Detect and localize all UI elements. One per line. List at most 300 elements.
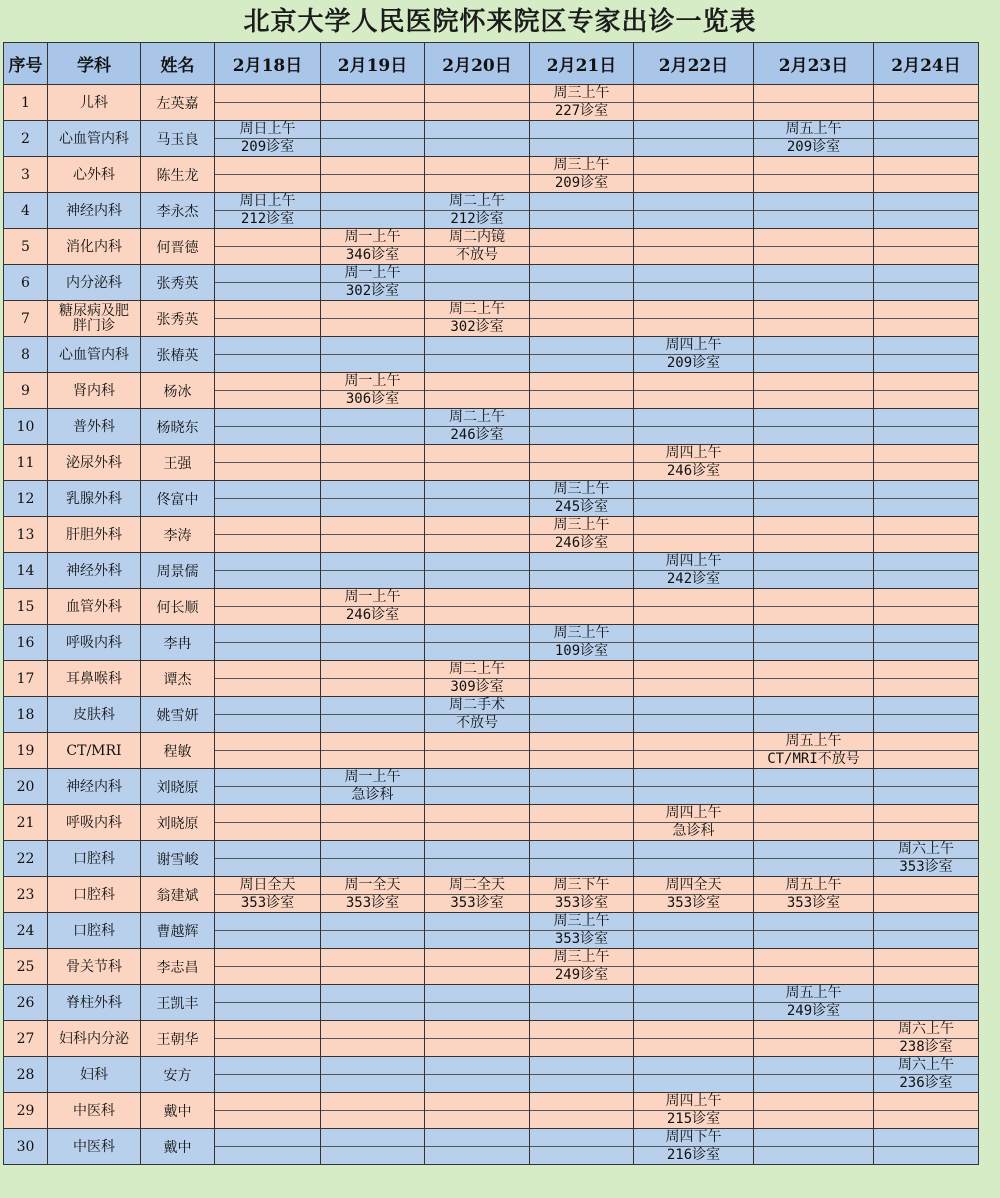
schedule-slot <box>874 481 979 517</box>
slot-room <box>425 751 529 768</box>
schedule-slot <box>634 301 754 337</box>
slot-room <box>874 427 978 444</box>
slot-room <box>634 679 753 696</box>
slot-session: 周五上午 <box>754 733 873 751</box>
department-cell <box>48 553 141 589</box>
schedule-slot <box>874 301 979 337</box>
slot-room <box>754 571 873 588</box>
slot-room <box>321 1075 424 1092</box>
slot-room <box>321 319 424 336</box>
slot-room <box>321 931 424 948</box>
schedule-slot <box>425 1093 530 1129</box>
schedule-slot <box>530 733 634 769</box>
schedule-slot <box>634 517 754 553</box>
schedule-slot <box>425 121 530 157</box>
department-label: 脊柱外科 <box>66 994 122 1011</box>
slot-room <box>321 535 424 552</box>
slot-room: 353诊室 <box>554 895 609 911</box>
col-header-date-2: 2月19日 <box>321 43 425 85</box>
schedule-slot <box>321 121 425 157</box>
slot-session <box>215 409 320 427</box>
row-number: 12 <box>4 481 48 517</box>
slot-room <box>754 679 873 696</box>
schedule-slot <box>425 913 530 949</box>
schedule-slot <box>634 733 754 769</box>
slot-room <box>874 751 978 768</box>
col-header-date-5: 2月22日 <box>634 43 754 85</box>
schedule-slot <box>530 481 634 517</box>
table-row <box>4 733 979 769</box>
schedule-slot <box>874 805 979 841</box>
schedule-slot <box>754 697 874 733</box>
slot-room <box>874 1147 978 1164</box>
slot-room <box>215 931 320 948</box>
schedule-slot <box>215 229 321 265</box>
slot-room <box>634 211 753 228</box>
slot-session <box>215 841 320 859</box>
schedule-slot <box>874 589 979 625</box>
schedule-slot <box>215 1129 321 1165</box>
slot-room <box>530 1039 633 1056</box>
schedule-slot <box>530 769 634 805</box>
slot-session: 周三上午 <box>530 913 633 931</box>
schedule-slot <box>215 481 321 517</box>
slot-session <box>874 589 978 607</box>
schedule-slot <box>634 1057 754 1093</box>
schedule-slot <box>530 121 634 157</box>
slot-room <box>754 247 873 264</box>
slot-session <box>215 481 320 499</box>
row-number: 29 <box>4 1093 48 1129</box>
slot-room <box>754 787 873 804</box>
slot-room <box>215 1039 320 1056</box>
slot-room <box>215 571 320 588</box>
slot-room: 242诊室 <box>666 571 721 587</box>
department-label: 中医科 <box>73 1102 115 1119</box>
table-row <box>4 589 979 625</box>
schedule-slot <box>321 481 425 517</box>
slot-room <box>754 535 873 552</box>
schedule-slot <box>754 121 874 157</box>
department-cell <box>48 85 141 121</box>
schedule-slot <box>634 409 754 445</box>
header-row <box>4 43 979 85</box>
schedule-slot <box>634 841 754 877</box>
schedule-slot <box>321 661 425 697</box>
row-number: 9 <box>4 373 48 409</box>
slot-room <box>874 499 978 516</box>
slot-room <box>634 391 753 408</box>
slot-session <box>215 625 320 643</box>
slot-room <box>530 823 633 840</box>
schedule-slot <box>530 373 634 409</box>
slot-session <box>425 1057 529 1075</box>
doctor-name: 佟富中 <box>141 481 215 517</box>
slot-session <box>215 337 320 355</box>
slot-room <box>215 679 320 696</box>
table-row <box>4 877 979 913</box>
schedule-slot <box>530 517 634 553</box>
slot-room <box>530 427 633 444</box>
slot-room <box>754 211 873 228</box>
schedule-slot <box>874 337 979 373</box>
schedule-slot <box>754 337 874 373</box>
slot-room <box>425 1039 529 1056</box>
slot-room <box>321 751 424 768</box>
department-cell <box>48 301 141 337</box>
schedule-slot <box>634 337 754 373</box>
table-row <box>4 661 979 697</box>
slot-session: 周一上午 <box>321 589 424 607</box>
schedule-slot <box>530 193 634 229</box>
schedule-slot <box>634 913 754 949</box>
slot-room <box>754 859 873 876</box>
schedule-slot <box>634 949 754 985</box>
slot-session <box>530 445 633 463</box>
row-number: 18 <box>4 697 48 733</box>
slot-session <box>215 913 320 931</box>
slot-session <box>215 85 320 103</box>
slot-session <box>425 157 529 175</box>
slot-room <box>321 859 424 876</box>
department-label: 心外科 <box>73 166 115 183</box>
schedule-slot <box>874 733 979 769</box>
slot-session <box>874 1093 978 1111</box>
slot-room <box>634 931 753 948</box>
schedule-slot <box>425 265 530 301</box>
slot-room <box>634 1003 753 1020</box>
slot-session: 周日上午 <box>215 193 320 211</box>
schedule-slot <box>874 877 979 913</box>
schedule-slot <box>634 553 754 589</box>
slot-room <box>425 931 529 948</box>
row-number: 8 <box>4 337 48 373</box>
schedule-slot <box>321 949 425 985</box>
slot-session <box>530 697 633 715</box>
doctor-name: 周景儒 <box>141 553 215 589</box>
slot-session <box>321 301 424 319</box>
slot-session <box>754 1057 873 1075</box>
slot-room <box>425 859 529 876</box>
slot-session <box>530 733 633 751</box>
slot-room: 209诊室 <box>554 175 609 191</box>
slot-room <box>874 1003 978 1020</box>
slot-session: 周四上午 <box>634 337 753 355</box>
schedule-slot <box>634 769 754 805</box>
slot-session <box>874 1129 978 1147</box>
slot-room <box>530 1111 633 1128</box>
department-label: 妇科 <box>80 1066 108 1083</box>
slot-room <box>874 715 978 732</box>
slot-session <box>530 769 633 787</box>
row-number: 7 <box>4 301 48 337</box>
slot-room <box>874 355 978 372</box>
slot-room: 353诊室 <box>345 895 400 911</box>
schedule-slot <box>754 661 874 697</box>
schedule-slot <box>754 229 874 265</box>
schedule-slot <box>754 193 874 229</box>
schedule-slot <box>321 85 425 121</box>
schedule-slot <box>425 949 530 985</box>
schedule-slot <box>874 661 979 697</box>
slot-session <box>634 589 753 607</box>
row-number: 28 <box>4 1057 48 1093</box>
slot-session <box>874 769 978 787</box>
table-row <box>4 337 979 373</box>
table-row <box>4 1093 979 1129</box>
slot-room: 309诊室 <box>450 679 504 695</box>
slot-room <box>215 859 320 876</box>
schedule-slot <box>215 373 321 409</box>
schedule-slot <box>321 769 425 805</box>
schedule-slot <box>754 1021 874 1057</box>
slot-session <box>874 85 978 103</box>
doctor-name: 程敏 <box>141 733 215 769</box>
table-row <box>4 625 979 661</box>
slot-room <box>530 139 633 156</box>
slot-session <box>425 373 529 391</box>
slot-room <box>425 607 529 624</box>
slot-room: 209诊室 <box>786 139 841 155</box>
slot-room <box>634 247 753 264</box>
department-label: 糖尿病及肥胖门诊 <box>59 302 129 334</box>
slot-room <box>634 1075 753 1092</box>
schedule-slot <box>530 229 634 265</box>
slot-room <box>634 967 753 984</box>
department-cell <box>48 193 141 229</box>
schedule-slot <box>874 1057 979 1093</box>
slot-session: 周二上午 <box>425 661 529 679</box>
slot-session <box>874 409 978 427</box>
department-label: 神经内科 <box>66 202 122 219</box>
schedule-slot <box>634 193 754 229</box>
slot-room: 249诊室 <box>554 967 609 983</box>
schedule-slot <box>874 1021 979 1057</box>
schedule-slot <box>530 877 634 913</box>
schedule-slot <box>321 409 425 445</box>
schedule-slot <box>425 85 530 121</box>
slot-room <box>530 283 633 300</box>
schedule-slot <box>321 877 425 913</box>
schedule-slot <box>321 1021 425 1057</box>
slot-room <box>215 715 320 732</box>
schedule-slot <box>530 589 634 625</box>
row-number: 3 <box>4 157 48 193</box>
slot-room <box>530 391 633 408</box>
slot-room: 353诊室 <box>554 931 609 947</box>
slot-room <box>634 535 753 552</box>
slot-session <box>754 841 873 859</box>
slot-room: 302诊室 <box>450 319 504 335</box>
slot-session <box>425 337 529 355</box>
schedule-slot <box>634 589 754 625</box>
slot-session <box>754 949 873 967</box>
table-row <box>4 1057 979 1093</box>
slot-session <box>874 301 978 319</box>
slot-room <box>634 283 753 300</box>
slot-session <box>215 1021 320 1039</box>
col-header-date-3: 2月20日 <box>425 43 530 85</box>
slot-session <box>425 445 529 463</box>
schedule-slot <box>874 409 979 445</box>
slot-session <box>321 949 424 967</box>
slot-session: 周一上午 <box>321 769 424 787</box>
row-number: 13 <box>4 517 48 553</box>
slot-room <box>425 787 529 804</box>
department-label: 乳腺外科 <box>66 490 122 507</box>
slot-room <box>754 103 873 120</box>
slot-room <box>215 1075 320 1092</box>
slot-session <box>425 985 529 1003</box>
schedule-slot <box>634 1129 754 1165</box>
slot-session <box>215 985 320 1003</box>
department-cell <box>48 733 141 769</box>
schedule-slot <box>321 985 425 1021</box>
slot-room <box>634 607 753 624</box>
schedule-slot <box>874 265 979 301</box>
slot-room <box>874 103 978 120</box>
slot-session <box>425 553 529 571</box>
slot-session <box>425 517 529 535</box>
schedule-slot <box>874 625 979 661</box>
schedule-slot <box>215 553 321 589</box>
slot-room <box>634 1039 753 1056</box>
schedule-slot <box>321 373 425 409</box>
schedule-slot <box>215 697 321 733</box>
slot-room <box>754 1111 873 1128</box>
schedule-slot <box>215 913 321 949</box>
slot-room <box>754 1039 873 1056</box>
slot-session <box>754 445 873 463</box>
schedule-slot <box>754 589 874 625</box>
department-label: 泌尿外科 <box>66 454 122 471</box>
slot-room <box>754 643 873 660</box>
slot-session <box>754 301 873 319</box>
slot-room <box>321 715 424 732</box>
slot-session <box>215 265 320 283</box>
department-label: 皮肤科 <box>73 706 115 723</box>
slot-room: 236诊室 <box>899 1075 953 1091</box>
slot-session <box>321 1057 424 1075</box>
department-label: 口腔科 <box>73 850 115 867</box>
slot-session <box>425 805 529 823</box>
slot-room <box>215 967 320 984</box>
slot-session <box>425 769 529 787</box>
row-number: 26 <box>4 985 48 1021</box>
schedule-slot <box>321 1093 425 1129</box>
schedule-slot <box>874 1093 979 1129</box>
schedule-slot <box>215 193 321 229</box>
slot-session <box>425 625 529 643</box>
slot-room <box>530 1147 633 1164</box>
schedule-slot <box>425 157 530 193</box>
slot-room: CT/MRI不放号 <box>767 751 860 767</box>
slot-session <box>530 553 633 571</box>
slot-session <box>530 1093 633 1111</box>
schedule-slot <box>874 445 979 481</box>
slot-room <box>874 787 978 804</box>
slot-room: 238诊室 <box>899 1039 953 1055</box>
slot-room <box>874 931 978 948</box>
slot-room <box>425 499 529 516</box>
table-body <box>4 85 979 1165</box>
department-label: 口腔科 <box>73 886 115 903</box>
schedule-slot <box>530 1021 634 1057</box>
slot-room <box>425 1003 529 1020</box>
slot-room <box>425 1075 529 1092</box>
department-label: 口腔科 <box>73 922 115 939</box>
slot-room <box>754 1075 873 1092</box>
schedule-slot <box>215 517 321 553</box>
col-header-date-1: 2月18日 <box>215 43 321 85</box>
slot-room <box>530 463 633 480</box>
department-cell <box>48 661 141 697</box>
schedule-slot <box>754 805 874 841</box>
doctor-name: 左英嘉 <box>141 85 215 121</box>
schedule-slot <box>321 517 425 553</box>
slot-room <box>530 1003 633 1020</box>
slot-room <box>754 607 873 624</box>
schedule-slot <box>530 157 634 193</box>
slot-session: 周三上午 <box>530 85 633 103</box>
slot-session <box>874 517 978 535</box>
slot-room <box>321 1111 424 1128</box>
doctor-name: 刘晓原 <box>141 769 215 805</box>
department-label: 骨关节科 <box>66 958 122 975</box>
slot-session: 周四下午 <box>634 1129 753 1147</box>
slot-session <box>634 697 753 715</box>
slot-session <box>215 805 320 823</box>
slot-room <box>321 139 424 156</box>
slot-session <box>634 985 753 1003</box>
slot-room: 215诊室 <box>666 1111 721 1127</box>
slot-room <box>754 715 873 732</box>
schedule-slot <box>874 229 979 265</box>
schedule-slot <box>874 1129 979 1165</box>
department-cell <box>48 409 141 445</box>
slot-room <box>321 175 424 192</box>
slot-session <box>754 193 873 211</box>
department-label: CT/MRI <box>66 742 122 759</box>
slot-session <box>321 913 424 931</box>
schedule-slot <box>215 1021 321 1057</box>
slot-session <box>321 337 424 355</box>
slot-session <box>754 337 873 355</box>
schedule-slot <box>215 625 321 661</box>
schedule-slot <box>321 841 425 877</box>
slot-session: 周四上午 <box>634 445 753 463</box>
slot-room <box>215 463 320 480</box>
slot-room <box>321 463 424 480</box>
slot-room: 306诊室 <box>345 391 400 407</box>
slot-room: 急诊科 <box>351 787 394 803</box>
schedule-slot <box>754 157 874 193</box>
row-number: 14 <box>4 553 48 589</box>
schedule-slot <box>634 373 754 409</box>
schedule-slot <box>425 733 530 769</box>
schedule-slot <box>321 337 425 373</box>
slot-room <box>754 823 873 840</box>
slot-room <box>874 175 978 192</box>
slot-session: 周三上午 <box>530 517 633 535</box>
slot-room <box>874 643 978 660</box>
department-cell <box>48 1129 141 1165</box>
slot-session <box>425 121 529 139</box>
table-row <box>4 193 979 229</box>
table-row <box>4 157 979 193</box>
department-cell <box>48 121 141 157</box>
row-number: 21 <box>4 805 48 841</box>
